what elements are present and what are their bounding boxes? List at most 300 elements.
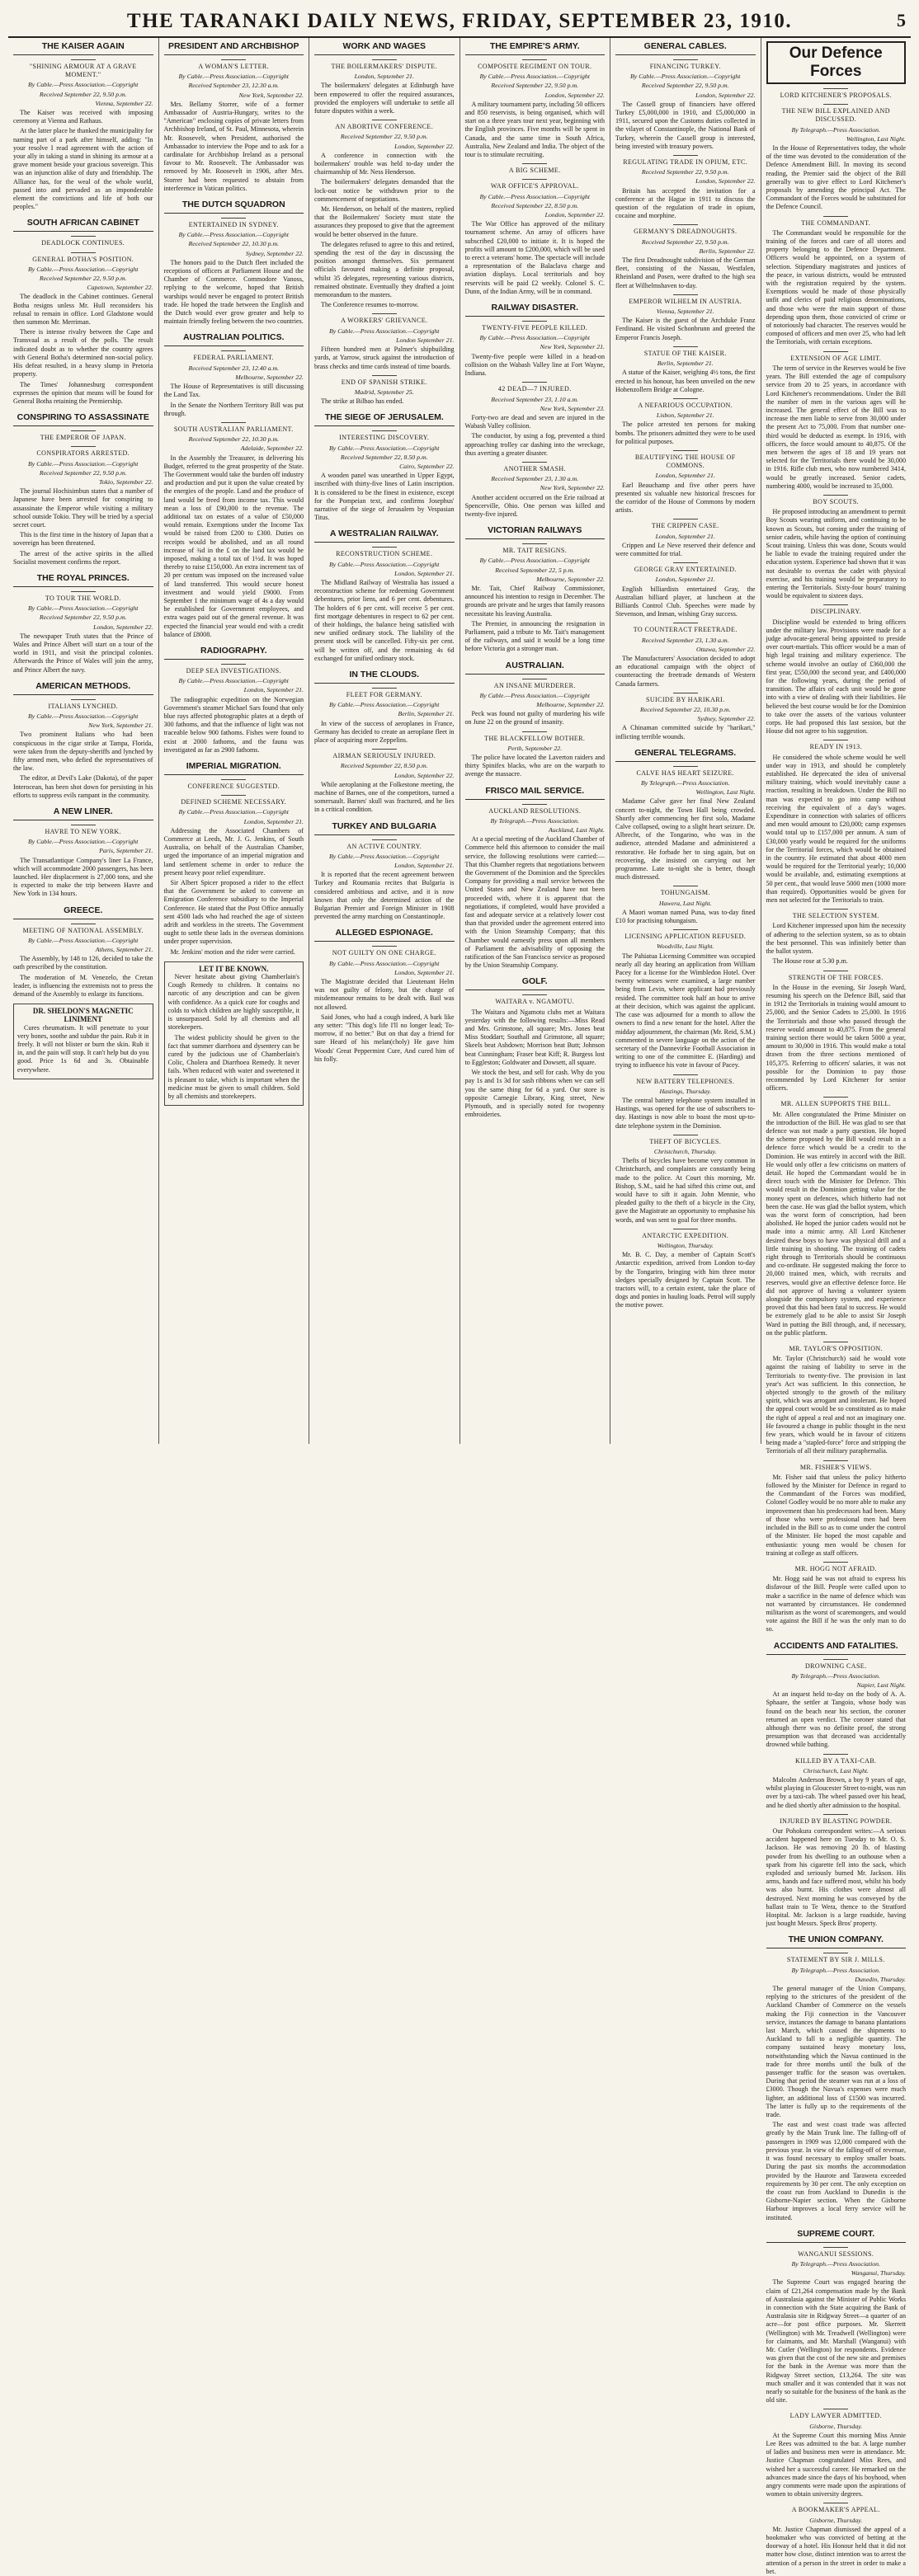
- dateline: By Cable.—Press Association.—Copyright: [178, 808, 289, 816]
- article-subheading: AN ABORTIVE CONFERENCE.: [314, 120, 455, 131]
- dateline: Madrid, September 25.: [354, 388, 414, 396]
- article: [615, 886, 756, 925]
- article-subheading: REGULATING TRADE IN OPIUM, ETC.: [615, 155, 756, 167]
- article-paragraph: The Cassell group of financiers have offered Turkey £5,000,000 in 1910, and £5,000,000 in 1911, secured upon the Customs duties collected in the vilayet of Constantinople, the National Bank of Turkey, wherein the Cassell group is interested, being invested with treasury powers.: [615, 100, 756, 150]
- dateline: Wellington, Last Night.: [846, 134, 906, 143]
- article-subheading: AUCKLAND RESOLUTIONS.: [465, 804, 606, 816]
- article-paragraph: A conference in connection with the boilermakers' trouble was held to-day under the chairmanship of Mr. Ness Henderson.: [314, 151, 455, 176]
- article-subheading: INTERESTING DISCOVERY.: [314, 430, 455, 442]
- article-paragraph: The general manager of the Union Company, replying to the strictures of the president of the Auckland Chamber of Commerce on the vessels making the Fiji connection in the Vancouver service, instances the damage to banana plantations last March, which caused the shipments to Auckland to fall to a negligible quantity. The company sustained heavy monetary loss, notwithstanding which the Navua continued in the trade for three months until the bulk of the passenger traffic for the season was overtaken. During that period the steamer was run at a loss of £3000. Though the Navua's expenses were much lighter, an additional loss of £1500 was incurred. The latter is fully up to the requirements of the trade.: [766, 1985, 906, 2119]
- article: [615, 748, 756, 882]
- article-subheading: MR. TAYLOR'S OPPOSITION.: [766, 1342, 907, 1353]
- article: [766, 1562, 907, 1634]
- article-subheading: TO COUNTERACT FREETRADE.: [615, 623, 756, 634]
- article-subheading: SUICIDE BY HARIKARI.: [615, 693, 756, 704]
- article: [615, 41, 756, 151]
- dateline: New York, September 21.: [88, 722, 153, 730]
- article: [314, 412, 455, 522]
- dateline: By Cable.—Press Association.—Copyright: [479, 334, 590, 342]
- article-headline: TURKEY AND BULGARIA: [314, 821, 455, 835]
- dateline: Melbourne, September 22.: [536, 700, 605, 708]
- dateline: By Cable.—Press Association.—Copyright: [28, 604, 139, 613]
- dateline: London, September 22.: [695, 91, 756, 99]
- dateline: Christchurch, Last Night.: [803, 1766, 869, 1775]
- article-headline: A WESTRALIAN RAILWAY.: [314, 529, 455, 543]
- dateline: Capetown, September 22.: [87, 284, 153, 292]
- dateline: By Cable.—Press Association.—Copyright: [479, 691, 590, 699]
- article: [465, 462, 606, 519]
- dateline: Vienna, September 21.: [656, 308, 714, 316]
- dateline: Cairo, September 22.: [399, 462, 455, 470]
- dateline: By Cable.—Press Association.—Copyright: [630, 73, 741, 81]
- dateline: New York, September 22.: [238, 91, 304, 99]
- article: [615, 155, 756, 220]
- article-subheading: BEAUTIFYING THE HOUSE OF COMMONS.: [615, 450, 756, 470]
- dateline: Received September 22, 5 p.m.: [495, 566, 575, 574]
- article-headline: CONSPIRING TO ASSASSINATE: [13, 412, 153, 426]
- article-paragraph: The Magistrate decided that Lieutenant Helm was not guilty of felony, but the charge of misdemeanour remains to be dealt with. Bail was not allowed.: [314, 978, 455, 1011]
- article-paragraph: The conductor, by using a fog, prevented a third approaching trolley car dashing into the wreckage, thus averting a greater disaster.: [464, 432, 605, 457]
- article-subheading: HAVRE TO NEW YORK.: [13, 825, 153, 836]
- dateline: Received September 22, 9.50 p.m.: [39, 90, 127, 98]
- dateline: Received September 22, 8.50 p.m.: [340, 762, 428, 770]
- dateline: Adelaide, September 22.: [240, 444, 304, 453]
- article-paragraph: Mr. Jenkins' motion and the rider were carried.: [170, 947, 295, 956]
- article: [13, 681, 153, 800]
- dateline: By Cable.—Press Association.—Copyright: [329, 444, 440, 452]
- article-paragraph: It is reported that the recent agreement between Turkey and Roumania recites that Bulgaria is considered ambitious and active, and it is now known that only the determined action of the Bulgarian Premier and Foreign Minister in 1908 prevented the army marching on Constantinople.: [314, 871, 455, 921]
- article: [766, 1097, 907, 1337]
- article-headline: PRESIDENT AND ARCHBISHOP: [164, 41, 304, 55]
- article: [465, 382, 606, 458]
- article-subheading: DEEP SEA INVESTIGATIONS.: [164, 664, 304, 675]
- article-paragraph: There is intense rivalry between the Cape and Transvaal as a result of the polls. The result indicated doubt as to whether the country agrees with General Botha's determined non-social policy. His defeat resulted, in a heavy slump in Pretoria property.: [13, 328, 153, 378]
- article-subheading: LORD KITCHENER'S PROPOSALS.: [766, 88, 907, 100]
- article-subheading: STATUE OF THE KAISER.: [615, 346, 756, 358]
- article-paragraph: The Conference resumes to-morrow.: [321, 301, 419, 309]
- article-paragraph: The term of service in the Reserves would be five years. The Bill extended the age of compulsory service from 20 to 25 years, in accordance with Lord Kitchener's recommendations. Under the Bill the number of men in the various ages will be increased. The general effect of the Bill was to increase the men liable to serve from 30,000 under the present Act to 75,000. From that number one-third would be deducted as exempt. In 1916, with officers, the force would amount to 40,875. Of the men between the ages of 18 and 19 years not selected for the Territorials there would be 30,000 in 1916. Rifle club men, who now numbered 3414, would be greatly increased. Senior cadets, numbering 4000, would be increased to 35,000.: [766, 364, 906, 490]
- dateline: London September 21.: [396, 336, 455, 344]
- article-paragraph: The boilermakers' delegates demanded that the lock-out notice be withdrawn prior to the commencement of negotiations.: [314, 178, 455, 203]
- article-paragraph: Two prominent Italians who had been conspicuous in the cigar strike at Tampa, Florida, were taken from the deputy-sheriffs and lynched by fifty armed men, who defied the representatives of the law.: [13, 731, 153, 773]
- advertisement: [13, 1004, 153, 1079]
- dateline: By Telegraph.—Press Association.: [490, 816, 580, 825]
- article: [164, 200, 304, 326]
- article-paragraph: Sir Albert Spicer proposed a rider to the effect that the Government be asked to convene an Emigration Conference subsidiary to the Imperial Conference. He stated that the Post Office annually sent 4500 lads who had reached the age of sixteen adrift and workless in the streets. The Government ought to settle these lads in the overseas dominions under proper supervision.: [163, 879, 304, 946]
- dateline: London, September 21.: [243, 686, 304, 694]
- dateline: New York, September 23.: [540, 404, 605, 412]
- dateline: By Telegraph.—Press Association.: [640, 779, 730, 787]
- article-subheading: NEW BATTERY TELEPHONES.: [615, 1074, 756, 1086]
- article-subheading: WANGANUI SESSIONS.: [766, 2247, 907, 2259]
- dateline: Received September 23, 1.30 a.m.: [641, 636, 729, 644]
- article-subheading: DEADLOCK CONTINUES.: [13, 236, 153, 247]
- article-paragraph: At the Supreme Court this morning Miss Annie Lee Rees was admitted to the bar. A large number of ladies and business men were in attendance. Mr. Justice Chapman congratulated Miss Rees, and wished her a successful career. He remarked on the advances made since the days of his boyhood, when angry comments were made upon the aspirations of women to obtain university degrees.: [766, 2431, 906, 2498]
- article: [314, 749, 455, 814]
- column-3: [309, 38, 460, 1444]
- dateline: Melbourne, September 22.: [235, 373, 304, 381]
- article: [766, 1641, 907, 1750]
- article: [766, 495, 907, 600]
- article-subheading: KILLED BY A TAXI-CAB.: [766, 1754, 907, 1765]
- dateline: New York, September 21.: [540, 343, 605, 351]
- masthead: [8, 7, 911, 38]
- dateline: By Cable.—Press Association.—Copyright: [329, 701, 440, 709]
- article-subheading: THE EMPEROR OF JAPAN.: [13, 430, 153, 442]
- article-subheading: AN ACTIVE COUNTRY.: [314, 839, 455, 851]
- article-subheading: CALVE HAS HEART SEIZURE.: [615, 766, 756, 778]
- article: [164, 41, 304, 193]
- article-paragraph: The Times' Johannesburg correspondent expresses the opinion that means will be found for General Botha retaining the Premiership.: [13, 380, 153, 405]
- article-subheading: DROWNING CASE.: [766, 1659, 907, 1671]
- article: [766, 1342, 907, 1456]
- dateline: London, September 22.: [695, 177, 756, 186]
- article: [164, 332, 304, 417]
- article-paragraph: The House rose at 5.30 p.m.: [772, 957, 848, 966]
- dateline: By Cable.—Press Association.—Copyright: [28, 838, 139, 846]
- dateline: London, September 22.: [544, 211, 605, 219]
- article-subheading: RECONSTRUCTION SCHEME.: [314, 547, 455, 558]
- dateline: Received September 22, 9.50 p.m.: [641, 168, 729, 176]
- article-subheading: AN INSANE MURDERER.: [465, 679, 606, 690]
- article-headline: THE DUTCH SQUADRON: [164, 200, 304, 214]
- article-subheading: NOT GUILTY ON ONE CHARGE.: [314, 946, 455, 957]
- article-paragraph: The Kaiser was received with imposing ceremony at Vienna and Rathaus.: [13, 109, 153, 125]
- article-subheading: FINANCING TURKEY.: [615, 59, 756, 71]
- article-subheading: GENERAL BOTHA'S POSITION.: [13, 252, 153, 264]
- article-paragraph: The Assembly, by 148 to 126, decided to take the oath prescribed by the constitution.: [13, 955, 153, 971]
- dateline: London, September 21.: [394, 569, 455, 577]
- article: [766, 1460, 907, 1558]
- article: [615, 294, 756, 342]
- article-subheading: GERMANY'S DREADNOUGHTS.: [615, 224, 756, 236]
- article-paragraph: In view of the success of aeroplanes in France, Germany has decided to create an aeroplane fleet in place of acquiring more Zeppelins.: [314, 719, 455, 744]
- dateline: Received September 22, 8.50 p.m.: [340, 453, 428, 461]
- article-paragraph: Mr. Justice Chapman dismissed the appeal of a bookmaker who was convicted of betting at the doorway of a hotel. His Honour held that it did not matter how close, distinct intention was to arrest the attention of a person in the street in order to make a bet.: [766, 2525, 906, 2575]
- article: [13, 218, 153, 406]
- article-subheading: THE CRIPPEN CASE.: [615, 519, 756, 530]
- article-paragraph: The strike at Bilbao has ended.: [321, 397, 404, 406]
- article: [766, 604, 907, 736]
- article-paragraph: The widest publicity should be given to the fact that summer diarrhoea and dysentery can be cured by the judicious use of Chamberlain's Colic, Cholera and Diarrhoea Remedy. It never fails. When reduced with water and sweetened it is pleasant to take, which is important when the medicine must be given to small children. Sold by all chemists and storekeepers.: [167, 1033, 299, 1100]
- article-subheading: A WOMAN'S LETTER.: [164, 59, 304, 71]
- dateline: London, September 21.: [655, 472, 715, 480]
- dateline: Wellington, Thursday.: [657, 1241, 714, 1249]
- article: [13, 412, 153, 566]
- article-subheading: MR. ALLEN SUPPORTS THE BILL.: [766, 1097, 907, 1108]
- article-paragraph: Mr. Fisher said that unless the policy hitherto followed by the Minister for Defence in regard to the Commandant of the Forces was modified, Colonel Godley would be no more able to make any improvement than his predecessors had been. Many of those who were professional men had been included in the Bill so as to come under the control of the Minister. He hoped the most capable and enthusiastic young men would be chosen for training at college as staff officers.: [766, 1473, 906, 1557]
- dateline: Gisborne, Thursday.: [809, 2516, 863, 2524]
- article-paragraph: The police arrested ten persons for making bombs. The prisoners admitted they were to be used for political purposes.: [615, 421, 756, 445]
- dateline: Auckland, Last Night.: [548, 826, 605, 834]
- dateline: Berlin, September 21.: [657, 360, 714, 368]
- dateline: By Cable.—Press Association.—Copyright: [479, 192, 590, 200]
- article: [465, 163, 606, 296]
- dateline: London, September 21.: [655, 532, 715, 540]
- article-paragraph: In the House in the evening, Sir Joseph Ward, resuming his speech on the Defence Bill, said that in 1912 the Territorials in training would amount to 25,000, and the Senior Cadets to 25,000. In 1916 the Territorials and those who passed through the reserve would amount to 40,875. From the general training section there would be taken 5000 a year, amount to 30,000 in 1916. This would make a total drawn from the three sections mentioned of 105,375. Referring to officers' salaries, it was not possible for the Dominion to pay those recommended by Lord Kitchener for senior officers.: [766, 983, 906, 1093]
- article-paragraph: A wooden panel was unearthed in Upper Egypt, inscribed with thirty-five lines of Latin inscription. It is considered to be the finest in existence, except for the Pompeian text, and confirms Josephus' narrative of the siege of Jerusalem by Vespasian Titus.: [314, 472, 455, 522]
- article-paragraph: Forty-two are dead and seven are injured in the Wabash Valley collision.: [464, 413, 605, 430]
- article: [314, 120, 455, 309]
- dateline: By Cable.—Press Association.—Copyright: [329, 852, 440, 860]
- article-paragraph: Fifteen hundred men at Palmer's shipbuilding yards, at Yarrow, struck against the introduction of brass checks and time cards instead of time boards.: [314, 346, 455, 370]
- article: [615, 1074, 756, 1131]
- dateline: London, September 21.: [243, 817, 304, 825]
- article: [314, 821, 455, 922]
- article: [766, 740, 907, 905]
- article-subheading: "SHINING ARMOUR AT A GRAVE MOMENT.": [13, 59, 153, 79]
- dateline: London, September 22.: [394, 771, 455, 779]
- article-subheading: WAITARA v. NGAMOTU.: [465, 994, 606, 1006]
- article-paragraph: The War Office has approved of the military tournament scheme. An array of officers have subscribed £20,000 to initiate it. It is hoped the profits will amount to £200,000, which will be used to erect a veterans' home. The spectacle will include a representation of the Balaclava charge and aviation displays. Local territorials and boy reservists will be paid £2 weekly. Colonel S. C. Dunn, of the Indian Army, will be in command.: [464, 220, 605, 295]
- article-paragraph: The newspaper Truth states that the Prince of Wales and Prince Albert will start on a tour of the world in 1911, and visit the principal colonies. Afterwards the Prince of Wales will join the army, and Prince Albert the navy.: [13, 632, 153, 674]
- article-headline: RAILWAY DISASTER.: [465, 303, 606, 317]
- article: [314, 670, 455, 745]
- article-paragraph: The Supreme Court was engaged hearing the claim of £21,264 compensation made by the Bank of Australasia against the Minister of Public Works in connection with the State acquiring the Bank of Australasia site in Ridgway Street—a quarter of an acre—for post office purposes. Mr. Skerrett (Wellington) with Mr. Treadwell (Wellington) were for claimants, and Mr. Marshall (Wanganui) with Mr. Cutler (Wellington) for respondents. Evidence was given that the cost of the new site and premises for the bank in the Avenue was more than the Ridgway Street section, £13,264. The site was much smaller and it was contended that it was not nearly so suitable for the business of the bank as the old site.: [766, 2278, 906, 2404]
- column-6: [761, 38, 912, 2575]
- article-subheading: TWENTY-FIVE PEOPLE KILLED.: [465, 321, 606, 332]
- dateline: Received September 22, 9.50 p.m.: [39, 613, 127, 622]
- article: [314, 928, 455, 1064]
- article: [766, 1814, 907, 1929]
- article: [465, 525, 606, 653]
- dateline: Received September 23, 12.40 a.m.: [188, 364, 280, 372]
- article-headline: SOUTH AFRICAN CABINET: [13, 218, 153, 232]
- article-paragraph: Cures rheumatism. It will penetrate to your very bones, soothe and subdue the pain. Rub it in freely. It will not blister or burn the skin. Rub it in, and the pain will stop. It can't help but do you good. Price 1s 6d and 3s. Obtainable everywhere.: [17, 1023, 149, 1074]
- article-paragraph: The editor, at Devil's Lake (Dakota), of the paper Interocean, has been shot down for persisting in his efforts to suppress evils rampant in the community.: [13, 774, 153, 799]
- article: [615, 346, 756, 394]
- article: [314, 529, 455, 663]
- article-headline: WORK AND WAGES: [314, 41, 455, 55]
- article-headline: AUSTRALIAN.: [465, 660, 606, 675]
- dateline: Christchurch, Thursday.: [653, 1147, 717, 1155]
- article-subheading: A WORKERS' GRIEVANCE.: [314, 313, 455, 325]
- article-paragraph: Madame Calve gave her final New Zealand concert to-night, the Town Hall being crowded. Shortly after commencing her first solo, Madame Calve collapsed, owing to a slight heart seizure. Dr. Albrecht, of the Tongarino, who was in the audience, attended Madame and administered a restorative. He forbade her to sing again, but on recovering, she insisted on carrying out her programme. Late to-night she is better, though much distressed.: [615, 797, 756, 881]
- article: [465, 731, 606, 779]
- article-headline: ACCIDENTS AND FATALITIES.: [766, 1641, 907, 1655]
- article-subheading: READY IN 1913.: [766, 740, 907, 751]
- dateline: By Cable.—Press Association.—Copyright: [479, 73, 590, 81]
- article-headline: GOLF.: [465, 976, 606, 990]
- dateline: Ottawa, September 22.: [696, 645, 756, 653]
- article-subheading: 42 DEAD—7 INJURED.: [465, 382, 606, 393]
- dateline: Athens, September 21.: [95, 946, 153, 954]
- article-paragraph: Earl Beauchamp and five other peers have presented six valuable new historical frescoes for the corridor of the House of Commons by modern artists.: [615, 481, 756, 515]
- article-paragraph: The journal Hochisimbun states that a number of Japanese have been arrested for conspiring to assassinate the Emperor while visiting a military school outside Tokio. They will be tried by a special secret court.: [13, 487, 153, 529]
- article-paragraph: Mr. Henderson, on behalf of the masters, replied that the Boilermakers' Society must state the assurances they proposed to give that the agreement would be better observed in the future.: [314, 205, 455, 238]
- dateline: Hastings, Thursday.: [659, 1087, 712, 1095]
- article: [766, 41, 907, 212]
- article-paragraph: At a special meeting of the Auckland Chamber of Commerce held this afternoon to consider the mail service, the following resolutions were carried:—That this Chamber regrets that negotiations between the Government of the Dominion and the Spreckles Company for providing a mail service between the United States and New Zealand have not been proceeded with, where it is apparent that the negotiations, if completed, would have provided a fast and adequate service at a relatively lower cost than that provided under the agreement entered into with the Union Steamship Company; that this Chamber would earnestly press upon all members of Parliament the advisability of opposing the ratification of the San Francisco service as proposed by the Union Steamship Company.: [464, 835, 605, 970]
- article-paragraph: A Chinaman committed suicide by "harikari," inflicting terrible wounds.: [615, 724, 756, 740]
- dateline: Wanganui, Thursday.: [851, 2269, 906, 2278]
- article-paragraph: A statue of the Kaiser, weighing 4½ tons, the first erected in his honour, has been unveiled on the new Hohenzollern Bridge at Cologne.: [615, 369, 756, 393]
- article-paragraph: The Manufacturers' Association decided to adopt an educational campaign with the object of counteracting the freetrade demands of Western Canada farmers.: [615, 654, 756, 688]
- article-subheading: A BOOKMAKER'S APPEAL.: [766, 2503, 907, 2514]
- article-subheading: THE COMMANDANT.: [766, 216, 907, 228]
- article-headline: RADIOGRAPHY.: [164, 646, 304, 660]
- article: [615, 929, 756, 1069]
- column-5: [610, 38, 761, 1444]
- article-paragraph: Malcolm Anderson Brown, a boy 9 years of age, whilst playing in Gloucester Street to-night, was run over by a taxi-cab. The wheel passed over his head, and he died shortly after admission to the hospital.: [766, 1775, 906, 1809]
- article-headline: AUSTRALIAN POLITICS.: [164, 332, 304, 346]
- article-subheading: ANTARCTIC EXPEDITION.: [615, 1229, 756, 1240]
- article-subheading: FEDERAL PARLIAMENT.: [164, 350, 304, 362]
- article-paragraph: In the Senate the Northern Territory Bill was put through.: [163, 401, 304, 417]
- article: [615, 562, 756, 618]
- article: [13, 41, 153, 211]
- article: [766, 1934, 907, 2221]
- dateline: By Cable.—Press Association.—Copyright: [28, 459, 139, 468]
- article-subheading: SOUTH AUSTRALIAN PARLIAMENT.: [164, 422, 304, 434]
- article: [13, 905, 153, 999]
- article: [314, 41, 455, 115]
- article-paragraph: The radiographic expedition on the Norwegian Government's steamer Michael Sars found that only blue rays affected photographic plates at a depth of 300 fathoms, and that the influence of light was not traceable below 900 fathoms. Fishes were found to exist at 2000 fathoms, and the fauna was investigated as far as 2900 fathoms.: [163, 695, 304, 754]
- article-subheading: CONFERENCE SUGGESTED.: [164, 779, 304, 791]
- article-paragraph: The Kaiser is the guest of the Archduke Franz Ferdinand. He visited Schonbrunn and greeted the Emperor Francis Joseph.: [615, 317, 756, 341]
- dateline: By Telegraph.—Press Association.: [791, 1966, 881, 1974]
- article: [615, 1229, 756, 1310]
- article-headline: GENERAL CABLES.: [615, 41, 756, 55]
- article: [615, 519, 756, 558]
- article-headline: THE KAISER AGAIN: [13, 41, 153, 55]
- article-subheading: THE NEW BILL EXPLAINED AND DISCUSSED.: [766, 104, 907, 124]
- article-paragraph: The deadlock in the Cabinet continues. General Botha resigns unless Mr. Hull reconsiders his refusal to remain in office. Lord Gladstone would then summon Mr. Merriman.: [13, 293, 153, 327]
- article-headline: THE SIEGE OF JERUSALEM.: [314, 412, 455, 426]
- article-headline: IMPERIAL MIGRATION.: [164, 761, 304, 775]
- article: [314, 375, 455, 407]
- dateline: By Cable.—Press Association.—Copyright: [479, 557, 590, 565]
- dateline: Dunedin, Thursday.: [855, 1975, 906, 1983]
- dateline: Received September 22, 9.50 p.m.: [641, 237, 729, 246]
- article-headline: THE ROYAL PRINCES.: [13, 573, 153, 587]
- dateline: Paris, September 21.: [99, 847, 153, 855]
- article-headline: IN THE CLOUDS.: [314, 670, 455, 684]
- dateline: By Cable.—Press Association.—Copyright: [329, 560, 440, 568]
- dateline: London, September 21.: [394, 862, 455, 870]
- article-subheading: THE SELECTION SYSTEM.: [766, 909, 907, 920]
- dateline: Sydney, September 22.: [245, 249, 304, 257]
- article-subheading: LICENSING APPLICATION REFUSED.: [615, 929, 756, 941]
- article: [766, 216, 907, 347]
- article-subheading: ANOTHER SMASH.: [465, 462, 606, 473]
- article-paragraph: The police have located the Laverton raiders and thirty Spinifex blacks, who are on the warpath to avenge the massacre.: [464, 754, 605, 778]
- article-paragraph: The boilermakers' delegates at Edinburgh have been empowered to offer the required assurances, provided the employers will undertake to settle all future disputes within a week.: [314, 82, 455, 115]
- article-subheading: DEFINED SCHEME NECESSARY.: [164, 795, 304, 806]
- dateline: Received September 22, 10.30 p.m.: [188, 240, 280, 248]
- column-1: [8, 38, 159, 1444]
- dateline: Vienna, September 22.: [95, 99, 153, 107]
- article: [615, 693, 756, 741]
- masthead-title: THE TARANAKI DAILY NEWS, FRIDAY, SEPTEMBER 23, 1910.: [126, 10, 793, 32]
- dateline: Sydney, September 22.: [697, 715, 756, 723]
- article-paragraph: The Premier, in announcing the resignation in Parliament, paid a tribute to Mr. Tait's management of the railways, and said it would be a long time before Victoria got a stronger man.: [464, 619, 605, 653]
- article-subheading: A BIG SCHEME.: [465, 163, 606, 175]
- dateline: Melbourne, September 22.: [536, 575, 605, 583]
- article-subheading: CONSPIRATORS ARRESTED.: [13, 446, 153, 458]
- article-headline: VICTORIAN RAILWAYS: [465, 525, 606, 539]
- article-headline: Our Defence Forces: [766, 41, 907, 84]
- article-paragraph: The central battery telephone system installed in Hastings, was opened for the use of subscribers to-day. Hastings is now able to boast the most up-to-date telephone system in the Dominion.: [615, 1096, 756, 1130]
- columns: [8, 38, 911, 2575]
- article-paragraph: Peck was found not guilty of murdering his wife on June 22 on the ground of insanity.: [464, 710, 605, 726]
- dateline: By Cable.—Press Association.—Copyright: [28, 81, 139, 89]
- dateline: Lisbon, September 21.: [656, 411, 714, 420]
- article-paragraph: The Midland Railway of Westralia has issued a reconstruction scheme for redeeming Government debentures, prior liens, and 6 per cent. debentures. The holders of 6 per cent. will receive 5 per cent. first mortgage debentures in respect to 62 per cent. of their holdings, the balance being satisfied with new unified ordinary stock. The liability of the present stock will be cancelled. Fifty-six per cent. will be written off, and the remaining 4s 6d exchanged for unified ordinary stock.: [314, 578, 455, 662]
- article: [164, 422, 304, 639]
- dateline: Received September 22, 9.50 p.m.: [340, 133, 428, 141]
- dateline: Received September 23, 1.10 a.m.: [491, 395, 579, 403]
- article: [465, 41, 606, 159]
- article-paragraph: In the House of Representatives today, the whole of the time was devoted to the consideration of the Defence Amendment Bill. In moving its second reading, the Premier said the object of the Bill generally was to give effect to Lord Kitchener's proposals by amending the principal Act. The Commandant of the Forces would be substituted for the Defence Council.: [766, 144, 906, 211]
- article-subheading: TOHUNGAISM.: [615, 886, 756, 897]
- article-paragraph: Another accident occurred on the Erie railroad at Spencerville, Ohio. One person was killed and twenty-five injured.: [464, 493, 605, 518]
- article-paragraph: In the Assembly the Treasurer, in delivering his Budget, referred to the great prosperity of the State. The Government would take the burden off industry and production and put it upon the value created by the energies of the people. Land and the produce of land would be freed from income tax. This would mean a loss of £90,000 to the revenue. The additional tax on estates of a value of £50,000 would remain. Exemptions under the Income Tax would be raised from £200 to £300. Duties on receipts would be abolished, and an all round increase of ¾d in the £ on the land tax would be imposed, making a total tax of 1½d. It was hoped thereby to raise £150,000. An extra increment tax of 20 per centum was imposed on the increased value of land transferred. This would secure honest investment and would yield £9000. From September 1 the minimum wage of 4s a day would be established for Government employees, and extra wages paid out of the general revenue. It was expected the financial year would end with a credit balance of £8008.: [163, 454, 304, 638]
- dateline: By Cable.—Press Association.—Copyright: [28, 265, 139, 273]
- dateline: By Cable.—Press Association.—Copyright: [178, 677, 289, 685]
- article-subheading: COMPOSITE REGIMENT ON TOUR.: [465, 59, 606, 71]
- advertisement-heading: DR. SHELDON'S MAGNETIC LINIMENT: [32, 1007, 134, 1024]
- article-headline: FRISCO MAIL SERVICE.: [465, 786, 606, 800]
- dateline: New York, September 22.: [540, 484, 605, 492]
- article: [766, 2229, 907, 2405]
- article-paragraph: The arrest of the active spirits in the allied Socialist movement confirms the report.: [13, 549, 153, 566]
- article-paragraph: The east and west coast trade was affected greatly by the Main Trunk line. The falling-off of passengers in 1909 was 12,000 compared with the previous year. In view of the falling-off of revenue, it was found necessary to employ smaller boats. During the past six months the accommodation provided by the Haurote and Tarawera exceeded requirements by 30 per cent. The only exception on the coast run from Auckland to Dunedin is the Gisborne-Napier section. When the Gisborne Harbour improves a local ferry service will be instituted.: [766, 2121, 906, 2221]
- article-subheading: STATEMENT BY SIR J. MILLS.: [766, 1953, 907, 1964]
- article-subheading: EXTENSION OF AGE LIMIT.: [766, 351, 907, 363]
- article-paragraph: English billiardists entertained Gray, the Australian billiard player, at luncheon at the Billiards Control Club. Speeches were made by Stevenson, and Inman, wishing Gray success.: [615, 585, 756, 618]
- advertisement-heading: LET IT BE KNOWN.: [199, 964, 269, 973]
- article-paragraph: Mr. Tait, Chief Railway Commissioner, announced his intention to resign in December. The grounds are private and he urges that family reasons necessitate his leaving Australia.: [464, 584, 605, 618]
- dateline: By Telegraph.—Press Association.: [791, 125, 881, 134]
- dateline: Received September 22, 8.50 p.m.: [491, 201, 579, 209]
- article: [766, 971, 907, 1093]
- article-subheading: THEFT OF BICYCLES.: [615, 1135, 756, 1146]
- article-subheading: EMPEROR WILHELM IN AUSTRIA.: [615, 294, 756, 306]
- article: [465, 786, 606, 971]
- article: [164, 761, 304, 957]
- article-paragraph: Mr. B. C. Day, a member of Captain Scott's Antarctic expedition, arrived from London to-day by the Tongariro, bringing with him three motor sledges specially designed by Captain Scott. The tractors will, to a certain extent, take the place of dogs and ponies in hauling loads. Petrol will supply the motive power.: [615, 1251, 756, 1309]
- article-subheading: MR. HOGG NOT AFRAID.: [766, 1562, 907, 1573]
- page-number: 5: [897, 10, 906, 31]
- article: [314, 313, 455, 370]
- dateline: Received September 22, 9.50 p.m.: [641, 82, 729, 90]
- article-subheading: LADY LAWYER ADMITTED.: [766, 2409, 907, 2420]
- dateline: London, September 22.: [394, 142, 455, 150]
- column-2: [159, 38, 310, 1444]
- dateline: Received September 22, 10.30 p.m.: [639, 706, 731, 713]
- dateline: By Cable.—Press Association.—Copyright: [178, 73, 289, 81]
- column-4: [460, 38, 611, 1444]
- dateline: Berlin, September 21.: [398, 710, 455, 718]
- dateline: Received September 23, 1.30 a.m.: [491, 475, 579, 483]
- article-subheading: STRENGTH OF THE FORCES.: [766, 971, 907, 982]
- article-headline: THE EMPIRE'S ARMY.: [465, 41, 606, 55]
- article-subheading: MR. TAIT RESIGNS.: [465, 543, 606, 555]
- article-subheading: INJURED BY BLASTING POWDER.: [766, 1814, 907, 1826]
- article-paragraph: The Waitara and Ngamotu clubs met at Waitara yesterday with the following results:—Miss Read and Mrs. Grimstone, all square; Mrs. Jones beat Miss Stoddart; Southall and Grimstone, all square; Skeels beat Ashdown; Morrison beat Butt; Johnson beat Cunningham; Fraser beat Kiff; R. Burgess lost to Eggleston; Goldwater and Dowsett, all square.: [464, 1008, 605, 1066]
- article-paragraph: Mrs. Bellamy Storrer, wife of a former Ambassador of Austria-Hungary, writes to the "American" enclosing copies of private letters from Archbishop Ireland, of St. Paul, Minnesota, wherein Mr. Roosevelt, when President, authorised the Ambassador to interview the Pope and to ask for a cardinalate for Archbishop Ireland as a personal favour to Mr. Roosevelt. The Ambassador was removed by Mr. Roosevelt in 1906, after Mrs. Storrer had been requested to abstain from interference in Vatican politics.: [163, 100, 304, 192]
- article-subheading: THE BOILERMAKERS' DISPUTE.: [314, 59, 455, 71]
- article-headline: GREECE.: [13, 905, 153, 919]
- dateline: By Cable.—Press Association.—Copyright: [329, 959, 440, 967]
- dateline: London, September 21.: [655, 576, 715, 584]
- dateline: By Cable.—Press Association.—Copyright: [28, 936, 139, 944]
- dateline: Received September 22, 9.50 p.m.: [491, 82, 579, 90]
- article-paragraph: He considered the whole scheme would be well under way in 1913, and should be completely established. He deprecated the idea of universal military training, which would inevitably cause a reaction, resulting in breakdown. Under the Bill no man was expected to go into camp without receiving the equivalent of a day's wages. Expenditure in connection with salaries of officers and men would amount to £20,000; camp expenses would total up to £157,000 per annum. A sum of £30,000 yearly would be required for the uniforms for the Territorial forces, which would be obtained in the country. He estimated that about 4000 men would be required for the Territorial yearly; 10,000 would be available, and, estimating exemptions at 50 per cent., that would leave 5000 men (1000 more than required). Opportunities would be given for men not selected for the Territorials to train.: [766, 753, 906, 905]
- article-subheading: MR. FISHER'S VIEWS.: [766, 1460, 907, 1472]
- dateline: Perth, September 22.: [507, 744, 563, 752]
